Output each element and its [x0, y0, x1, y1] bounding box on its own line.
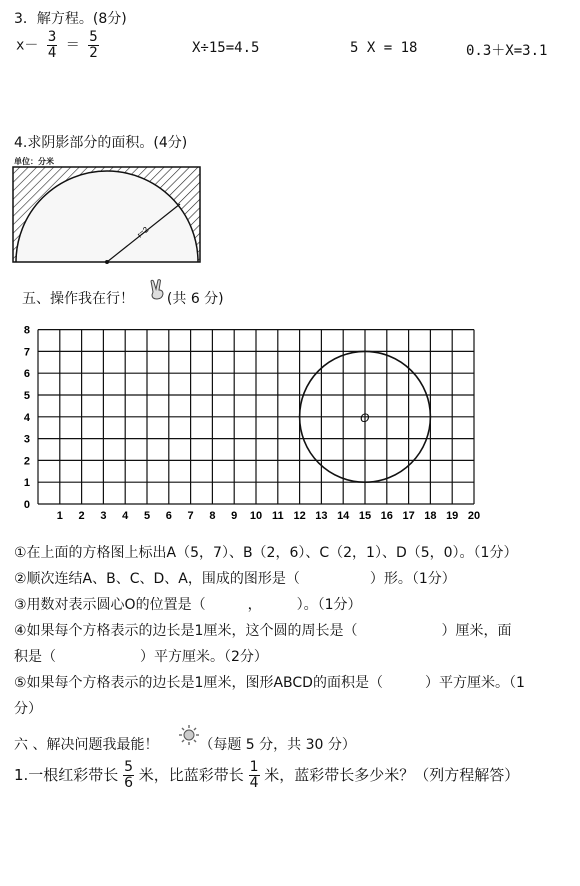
- task-2: ②顺次连结A、B、C、D、A，围成的图形是（ ）形。（1分）: [14, 571, 456, 587]
- eq1-prefix: x－: [16, 37, 39, 54]
- center-label: O: [360, 410, 370, 425]
- x-tick-label: 7: [187, 510, 194, 522]
- y-tick-label: 3: [23, 433, 30, 446]
- y-tick-label: 5: [23, 390, 30, 402]
- x-tick-label: 1: [56, 510, 63, 522]
- problem1-middle: 米，比蓝彩带长: [138, 766, 244, 784]
- x-tick-label: 18: [424, 510, 437, 522]
- q4-title: 4.求阴影部分的面积。(4分): [14, 135, 188, 151]
- sun-icon: [178, 724, 200, 746]
- coordinate-grid: [10, 318, 490, 526]
- p1-frac1-denominator: 6: [124, 775, 134, 791]
- y-tick-label: 4: [23, 411, 30, 424]
- equation-4: 0.3＋X=3.1: [466, 43, 548, 59]
- p1-frac2-numerator: 1: [249, 759, 259, 775]
- problem1-suffix: 米，蓝彩带长多少米？（列方程解答）: [264, 766, 520, 784]
- y-tick-label: 0: [23, 499, 30, 511]
- y-tick-label: 2: [23, 455, 30, 468]
- shaded-area-figure: [12, 166, 202, 264]
- x-tick-label: 8: [209, 510, 216, 522]
- x-tick-label: 2: [78, 510, 85, 522]
- equation-3: 5 X = 18: [350, 40, 418, 56]
- x-tick-label: 3: [100, 510, 107, 522]
- task-3: ③用数对表示圆心O的位置是（ ， ）。（1分）: [14, 597, 362, 613]
- task-4: ④如果每个方格表示的边长是1厘米，这个圆的周长是（ ）厘米，面: [14, 623, 512, 639]
- x-tick-label: 4: [122, 510, 129, 522]
- eq1-frac1-denominator: 4: [47, 45, 57, 61]
- center-point: [105, 260, 109, 264]
- equation-1: [16, 30, 99, 61]
- problem1-fraction-2: [249, 760, 260, 791]
- p1-frac2-denominator: 4: [249, 775, 259, 791]
- y-tick-label: 6: [23, 368, 30, 381]
- x-tick-label: 20: [467, 510, 481, 522]
- section6-heading: 六 、解决问题我最能！: [14, 737, 159, 753]
- eq1-fraction-1: [47, 30, 57, 61]
- eq1-fraction-2: [88, 30, 98, 61]
- task-4-continued: 积是（ ）平方厘米。（2分）: [14, 649, 268, 665]
- x-tick-label: 19: [446, 510, 459, 522]
- x-tick-label: 10: [249, 510, 263, 522]
- p1-frac1-numerator: 5: [124, 759, 134, 775]
- problem1-prefix: 1.一根红彩带长: [14, 766, 119, 784]
- task-5-continued: 分）: [14, 701, 42, 717]
- x-tick-label: 5: [143, 510, 151, 522]
- x-tick-label: 17: [402, 510, 415, 522]
- section5-score: (共 6 分): [166, 291, 224, 307]
- task-1: ①在上面的方格图上标出A（5，7）、B（2，6）、C（2，1）、D（5，0）。（1分）: [14, 545, 518, 561]
- section5-title: [22, 288, 224, 308]
- eq1-equals: ＝: [65, 37, 80, 54]
- x-tick-label: 15: [358, 510, 372, 522]
- equation-2: X÷15=4.5: [192, 40, 260, 56]
- x-tick-label: 9: [231, 510, 238, 522]
- task-5: ⑤如果每个方格表示的边长是1厘米，图形ABCD的面积是（ ）平方厘米。（1: [14, 675, 525, 691]
- x-tick-label: 11: [271, 510, 284, 522]
- eq1-frac2-denominator: 2: [89, 45, 98, 61]
- section5-heading: 五、操作我在行！: [22, 291, 134, 307]
- y-tick-label: 8: [23, 324, 30, 337]
- q3-title: 3．解方程。(8分): [14, 11, 127, 27]
- problem-1: [14, 760, 519, 791]
- y-tick-label: 7: [23, 346, 30, 359]
- x-tick-label: 14: [337, 510, 350, 522]
- x-tick-label: 12: [293, 510, 306, 522]
- x-tick-label: 6: [165, 510, 172, 522]
- y-tick-label: 1: [23, 477, 30, 490]
- victory-hand-icon: [146, 278, 170, 302]
- eq1-frac1-numerator: 3: [47, 29, 57, 45]
- problem1-fraction-1: [123, 760, 134, 791]
- x-tick-label: 13: [315, 510, 328, 522]
- unit-label: 单位：分米: [14, 157, 54, 166]
- radius-label: r=2: [135, 225, 151, 240]
- eq1-frac2-numerator: 5: [89, 29, 98, 45]
- section6-score: （每题 5 分，共 30 分）: [199, 737, 356, 753]
- x-tick-label: 16: [380, 510, 393, 522]
